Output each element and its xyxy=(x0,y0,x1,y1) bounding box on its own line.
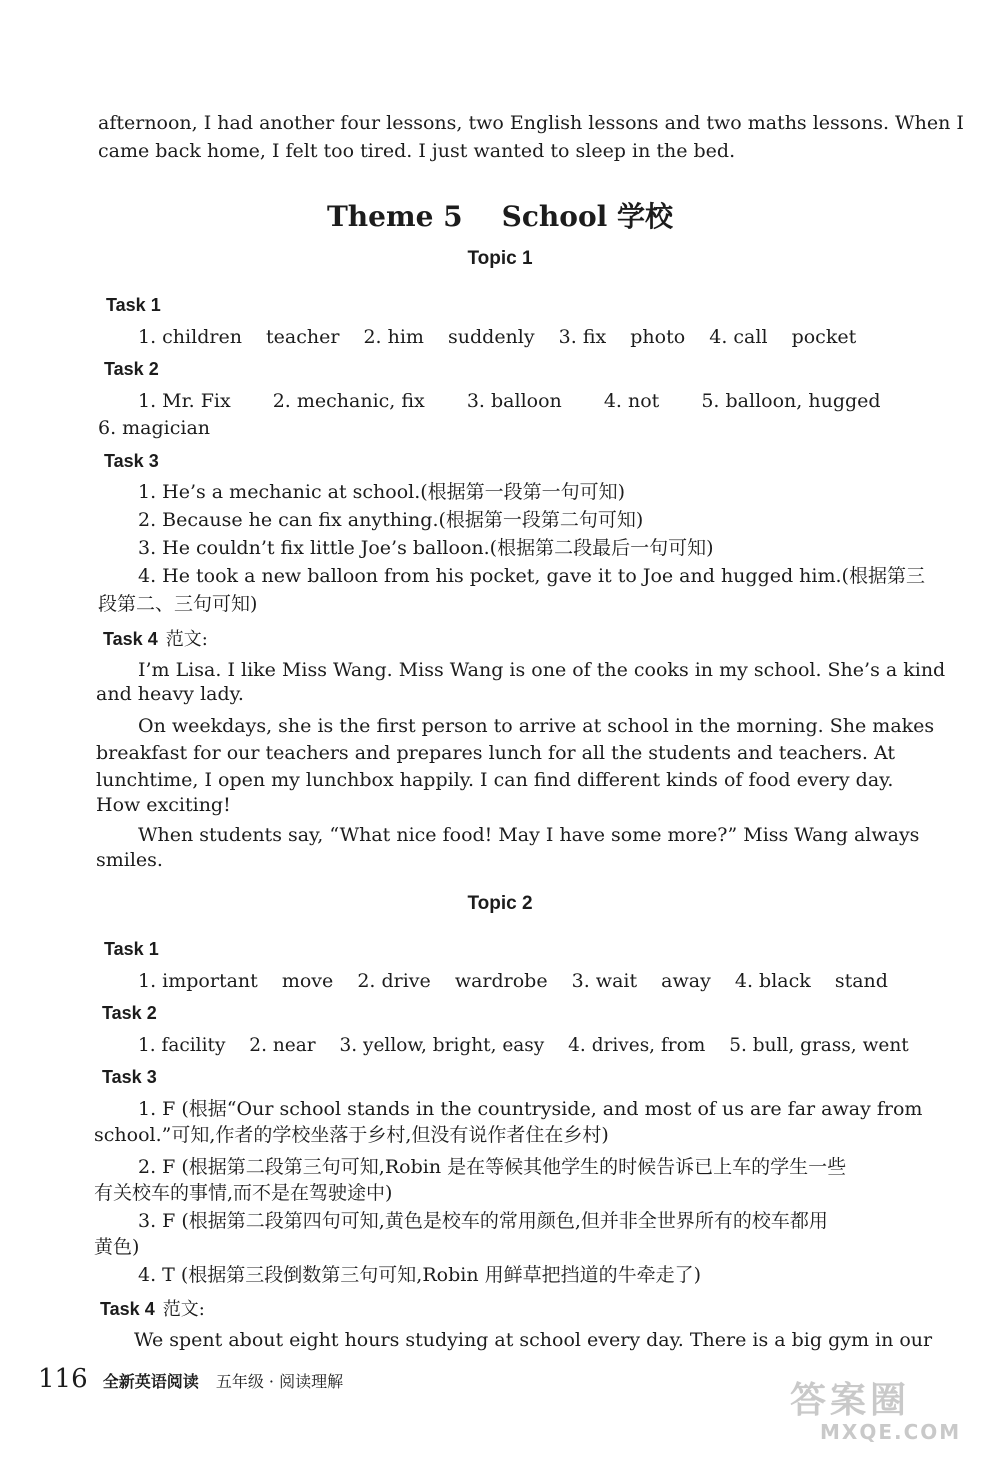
topic1-task1-label: Task 1 xyxy=(106,295,161,315)
topic1-task3-line: 2. Because he can fix anything.(根据第一段第二句可知) xyxy=(138,509,644,531)
topic1-task2-answers xyxy=(138,388,881,415)
watermark-logo: 答案圈 xyxy=(790,1380,911,1421)
topic2-task3-line: 黄色) xyxy=(94,1236,140,1258)
essay-line: When students say, “What nice food! May I have some more?” Miss Wang always xyxy=(138,824,920,846)
answer: 4. not xyxy=(603,390,660,412)
topic2-task1-answers xyxy=(138,968,888,995)
answer: stand xyxy=(834,970,888,992)
topic2-task3-line: 2. F (根据第二段第三句可知,Robin 是在等候其他学生的时候告诉已上车的学生一些 xyxy=(138,1156,847,1178)
intro-line-2: came back home, I felt too tired. I just wanted to sleep in the bed. xyxy=(98,140,736,162)
topic2-task4-label xyxy=(100,1295,205,1321)
answer: 4. drives, from xyxy=(568,1035,706,1056)
answer: 4. black xyxy=(734,970,811,992)
topic2-task2-answers xyxy=(138,1032,909,1059)
answer: 2. him xyxy=(363,326,424,348)
topic1-task4-label xyxy=(103,625,208,651)
answer: 3. wait xyxy=(571,970,638,992)
answer: teacher xyxy=(265,326,340,348)
answer: 4. call xyxy=(709,326,768,348)
topic1-task3-label: Task 3 xyxy=(104,451,159,471)
topic1-task3-line: 段第二、三句可知) xyxy=(98,593,258,615)
answer: suddenly xyxy=(448,326,535,348)
topic2-task3-line: 1. F (根据“Our school stands in the countryside, and most of us are far away from xyxy=(138,1098,923,1120)
topic1-task1-answers xyxy=(138,324,856,351)
topic2-task3-line: 有关校车的事情,而不是在驾驶途中) xyxy=(94,1182,393,1204)
model-essay-label: 范文: xyxy=(165,629,208,650)
answer: pocket xyxy=(791,326,857,348)
answer: 2. mechanic, fix xyxy=(272,390,425,412)
answer: 3. fix xyxy=(558,326,607,348)
task-label: Task 4 xyxy=(103,629,158,649)
intro-line-1: afternoon, I had another four lessons, two English lessons and two maths lessons. When I xyxy=(98,112,964,134)
topic1-task2-label: Task 2 xyxy=(104,359,159,379)
topic-1-title: Topic 1 xyxy=(467,248,533,269)
answer: 1. Mr. Fix xyxy=(138,390,231,412)
answer: 1. children xyxy=(138,326,242,348)
topic2-task2-label: Task 2 xyxy=(102,1003,157,1023)
topic1-task3-line: 1. He’s a mechanic at school.(根据第一段第一句可知) xyxy=(138,481,626,503)
topic1-task3-line: 3. He couldn’t fix little Joe’s balloon.(根据第二段最后一句可知) xyxy=(138,537,714,559)
book-title: 全新英语阅读 xyxy=(102,1372,199,1391)
essay-line: lunchtime, I open my lunchbox happily. I can find different kinds of food every day. xyxy=(96,769,894,791)
answer: 2. near xyxy=(249,1035,316,1056)
model-essay-label: 范文: xyxy=(162,1299,205,1320)
essay-line: and heavy lady. xyxy=(96,683,244,705)
answer: 5. balloon, hugged xyxy=(701,390,881,412)
topic1-task3-line: 4. He took a new balloon from his pocket, gave it to Joe and hugged him.(根据第三 xyxy=(138,565,925,587)
essay-line: smiles. xyxy=(96,849,163,871)
topic2-task1-label: Task 1 xyxy=(104,939,159,959)
essay-line: I’m Lisa. I like Miss Wang. Miss Wang is one of the cooks in my school. She’s a kind xyxy=(138,659,946,681)
topic1-task2-answer6: 6. magician xyxy=(98,417,211,439)
topic2-task3-line: 3. F (根据第二段第四句可知,黄色是校车的常用颜色,但并非全世界所有的校车都用 xyxy=(138,1210,828,1232)
answer: photo xyxy=(630,326,686,348)
topic2-task3-line: school.”可知,作者的学校坐落于乡村,但没有说作者住在乡村) xyxy=(94,1124,609,1146)
task-label: Task 4 xyxy=(100,1299,155,1319)
topic2-task3-line: 4. T (根据第三段倒数第三句可知,Robin 用鲜草把挡道的牛牵走了) xyxy=(138,1264,702,1286)
answer: 1. facility xyxy=(138,1035,226,1056)
page-number: 116 xyxy=(38,1364,88,1394)
essay-line: breakfast for our teachers and prepares lunch for all the students and teachers. At xyxy=(96,742,896,764)
essay-line: On weekdays, she is the first person to arrive at school in the morning. She makes xyxy=(138,715,935,737)
watermark-url: MXQE.COM xyxy=(820,1420,962,1444)
grade-label: 五年级 · 阅读理解 xyxy=(215,1372,344,1391)
answer: wardrobe xyxy=(454,970,548,992)
essay-line: How exciting! xyxy=(96,794,231,816)
topic2-task3-label: Task 3 xyxy=(102,1067,157,1087)
topic-2-title: Topic 2 xyxy=(467,893,533,914)
theme-title: Theme 5 School 学校 xyxy=(326,200,674,233)
essay-line: We spent about eight hours studying at school every day. There is a big gym in our xyxy=(134,1329,933,1351)
answer: 3. yellow, bright, easy xyxy=(339,1035,545,1056)
answer: 1. important xyxy=(138,970,258,992)
answer: 2. drive xyxy=(357,970,431,992)
answer: away xyxy=(661,970,711,992)
page-footer xyxy=(38,1364,343,1394)
answer: 5. bull, grass, went xyxy=(729,1035,909,1056)
answer: move xyxy=(281,970,334,992)
answer: 3. balloon xyxy=(466,390,562,412)
